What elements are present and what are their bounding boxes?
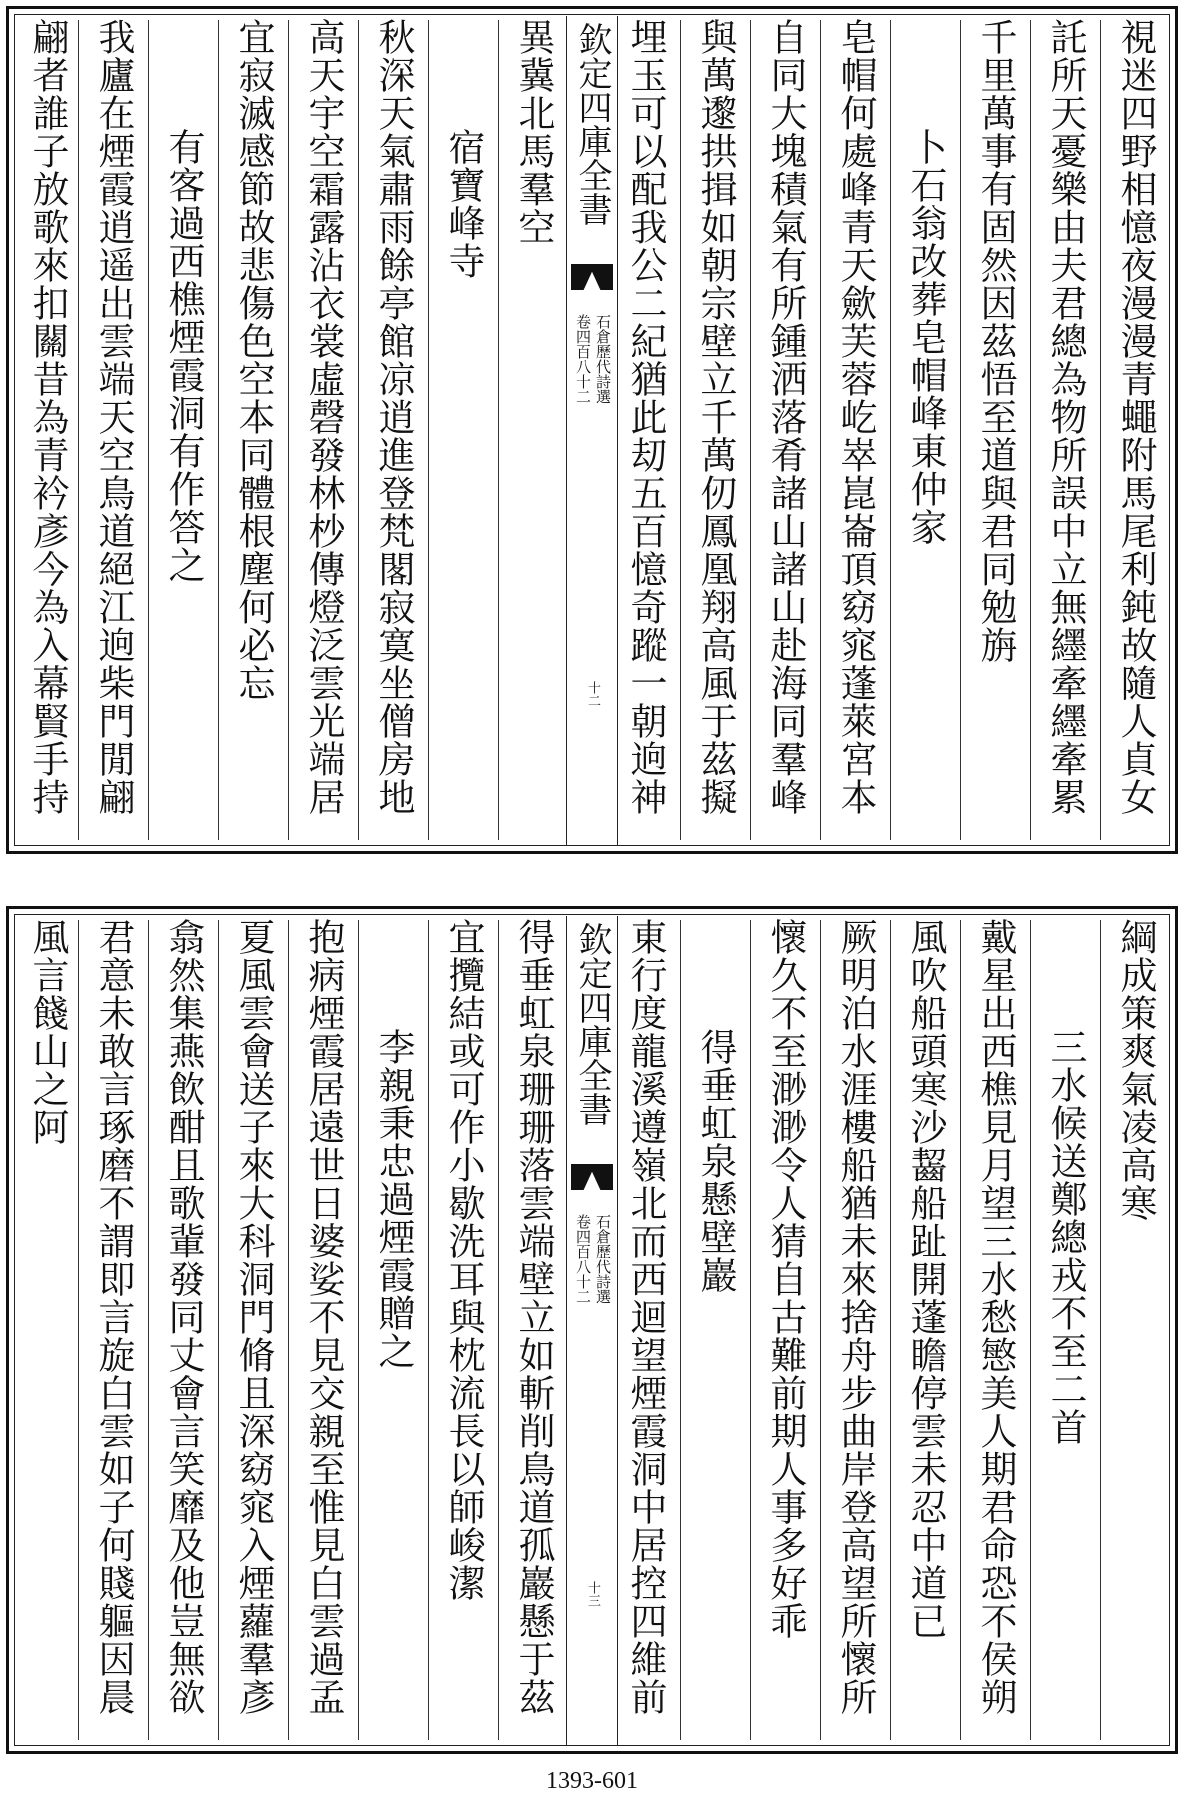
column-rule (148, 920, 149, 1740)
text-column: 翕然集燕飲酣且歌軰發同丈會言笑靡及他豈無欲 (162, 918, 205, 1716)
poem-title: 有客過西樵煙霞洞有作答之 (162, 128, 205, 584)
poem-title: 宿寶峰寺 (442, 128, 485, 280)
column-rule (960, 20, 961, 840)
text-column: 我廬在煙霞逍遥出雲端天空鳥道絕江逈柴門閒翩 (92, 18, 135, 816)
center-band (566, 916, 618, 1746)
column-rule (890, 920, 891, 1740)
column-rule (498, 920, 499, 1740)
column-rule (498, 20, 499, 840)
page-number: 1393-601 (546, 1768, 638, 1794)
column-rule (358, 20, 359, 840)
fishtail-mark-icon (571, 1164, 613, 1190)
top-page (0, 0, 1184, 860)
text-column: 厥明泊水涯樓船猶未來捨舟步曲岸登高望所懷所 (834, 918, 877, 1716)
center-band-volume: 卷四百八十二 (574, 1214, 592, 1304)
column-rule (428, 20, 429, 840)
column-rule (680, 920, 681, 1740)
poem-title: 卜石翁改葬皂帽峰東仲家 (904, 128, 947, 546)
column-rule (218, 920, 219, 1740)
folio-number: 十二 (585, 681, 600, 707)
text-column: 秋深天氣肅雨餘亭館凉逍進登梵閣寂寞坐僧房地 (372, 18, 415, 816)
column-rule (1030, 20, 1031, 840)
text-column: 夏風雲會送子來大科洞門脩且深窈窕入煙蘿羣彥 (232, 918, 275, 1716)
bottom-page (0, 900, 1184, 1760)
center-band-book-title: 石倉歷代詩選 (594, 314, 612, 404)
column-rule (960, 920, 961, 1740)
column-rule (890, 20, 891, 840)
column-rule (680, 20, 681, 840)
column-rule (288, 20, 289, 840)
text-column: 戴星出西樵見月望三水愁慜美人期君命恐不侯朔 (974, 918, 1017, 1716)
center-band (566, 16, 618, 846)
center-band-volume: 卷四百八十二 (574, 314, 592, 404)
text-column: 託所天憂樂由夫君總為物所誤中立無纆牽纆牽累 (1044, 18, 1087, 816)
column-rule (1030, 920, 1031, 1740)
text-column: 綱成策爽氣凌高寒 (1114, 918, 1157, 1222)
text-column: 君意未敢言琢磨不謂即言旋白雲如子何賤軀因晨 (92, 918, 135, 1716)
column-rule (750, 920, 751, 1740)
text-column: 埋玉可以配我公二紀猶此刧五百憶奇蹤一朝逈神 (624, 18, 667, 816)
fishtail-mark-icon (571, 264, 613, 290)
column-rule (148, 20, 149, 840)
text-column: 抱病煙霞居遠世日婆娑不見交親至惟見白雲過孟 (302, 918, 345, 1716)
text-column: 宜攬結或可作小歇洗耳與枕流長以師峻潔 (442, 918, 485, 1602)
column-rule (78, 920, 79, 1740)
text-column: 與萬邌拱揖如朝宗壁立千萬仞鳳凰翔高風于茲擬 (694, 18, 737, 816)
column-rule (78, 20, 79, 840)
text-column: 高天宇空霜露沾衣裳虛磬發林杪傳燈泛雲光端居 (302, 18, 345, 816)
column-rule (358, 920, 359, 1740)
column-rule (820, 20, 821, 840)
text-column: 風吹船頭寒沙齧船趾開蓬瞻停雲未忍中道已 (904, 918, 947, 1640)
center-band-book-title: 石倉歷代詩選 (594, 1214, 612, 1304)
column-rule (820, 920, 821, 1740)
column-rule (428, 920, 429, 1740)
center-band-title: 欽定四庫全書 (572, 22, 612, 226)
column-rule (288, 920, 289, 1740)
text-column: 皂帽何處峰青天歛芙蓉屹崒崑崙頂窈窕蓬萊宮本 (834, 18, 877, 816)
center-band-title: 欽定四庫全書 (572, 922, 612, 1126)
folio-number: 十三 (585, 1581, 600, 1607)
poem-title: 三水候送鄭總戎不至二首 (1044, 1028, 1087, 1446)
column-rule (1100, 920, 1101, 1740)
text-column: 千里萬事有固然因茲悟至道與君同勉旃 (974, 18, 1017, 664)
poem-title: 得垂虹泉懸壁巖 (694, 1028, 737, 1294)
text-column: 東行度龍溪遵嶺北而西迴望煙霞洞中居控四維前 (624, 918, 667, 1716)
text-column: 風言餞山之阿 (26, 918, 69, 1146)
column-rule (1100, 20, 1101, 840)
poem-title: 李親秉忠過煙霞贈之 (372, 1028, 415, 1370)
text-column: 視迷四野相憶夜漫漫青蠅附馬尾利鈍故隨人貞女 (1114, 18, 1157, 816)
text-column: 自同大塊積氣有所鍾洒落肴諸山諸山赴海同羣峰 (764, 18, 807, 816)
column-rule (750, 20, 751, 840)
text-column: 翩者誰子放歌來扣關昔為青衿彥今為入幕賢手持 (26, 18, 69, 816)
text-column: 宜寂滅感節故悲傷色空本同體根塵何必忘 (232, 18, 275, 702)
text-column: 得垂虹泉珊珊落雲端壁立如斬削鳥道孤巖懸于茲 (512, 918, 555, 1716)
text-column: 異冀北馬羣空 (512, 18, 555, 246)
column-rule (218, 20, 219, 840)
text-column: 懷久不至渺渺令人猜自古難前期人事多好乖 (764, 918, 807, 1640)
